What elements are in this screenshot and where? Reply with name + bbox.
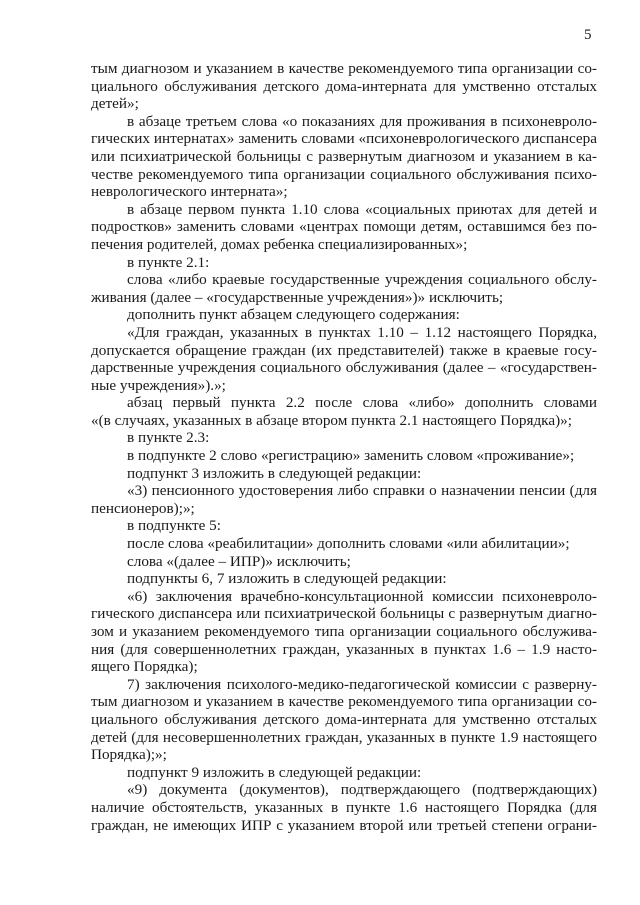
text-line: допускается обращение граждан (их представителей) также в краевые госу- [91, 341, 597, 359]
text-line: в подпункте 5: [127, 517, 221, 535]
page-number: 5 [584, 27, 592, 43]
text-line: детей»; [91, 95, 139, 113]
text-line: «9) документа (документов), подтверждающего (подтверждающих) [127, 781, 597, 799]
text-line: детей (для несовершеннолетних граждан, указанных в пункте 1.9 настоящего [91, 728, 597, 746]
text-line: пенсионеров);»; [91, 499, 195, 517]
text-line: дарственные учреждения социального обслуживания (далее – «государствен- [91, 359, 597, 377]
text-line: подпункт 9 изложить в следующей редакции: [127, 763, 422, 781]
text-line: в абзаце третьем слова «о показаниях для проживания в психоневроло- [127, 112, 597, 130]
text-line: подростков» заменить словами «центрах помощи детям, оставшимся без по- [91, 218, 597, 236]
text-line: «3) пенсионного удостоверения либо справки о назначении пенсии (для [127, 482, 597, 500]
text-line: Порядка);»; [91, 746, 167, 764]
text-line: тым диагнозом и указанием в качестве рекомендуемого типа организации со- [91, 60, 597, 77]
text-line: слова «(далее – ИПР)» исключить; [127, 552, 351, 570]
text-line: неврологического интерната»; [91, 183, 288, 201]
text-line: в пункте 2.1: [127, 253, 210, 271]
text-line: тым диагнозом и указанием в качестве рекомендуемого типа организации со- [91, 693, 597, 711]
text-line: слова «либо краевые государственные учреждения социального обслу- [127, 271, 597, 289]
text-line: или психиатрической больницы с развернутым диагнозом и указанием в ка- [91, 147, 597, 165]
text-line: гических интернатах» заменить словами «психоневрологического диспансера [91, 130, 597, 148]
text-line: живания (далее – «государственные учреждения»)» исключить; [91, 288, 504, 306]
text-line: честве рекомендуемого типа организации социального обслуживания психо- [91, 165, 597, 183]
text-line: ния (для совершеннолетних граждан, указанных в пунктах 1.6 – 1.9 насто- [91, 640, 597, 658]
text-line: циального обслуживания детского дома-интерната для умственно отсталых [91, 710, 597, 728]
text-line: «6) заключения врачебно-консультационной комиссии психоневроло- [127, 587, 597, 605]
text-line: в пункте 2.3: [127, 429, 210, 447]
text-line: «(в случаях, указанных в абзаце втором пункта 2.1 настоящего Порядка)»; [91, 411, 572, 429]
text-line: гического диспансера или психиатрической больницы с развернутым диагно- [91, 605, 597, 623]
text-line: в подпункте 2 слово «регистрацию» заменить словом «проживание»; [127, 447, 575, 465]
text-line: абзац первый пункта 2.2 после слова «либо» дополнить словами [127, 394, 597, 412]
text-line: подпункт 3 изложить в следующей редакции: [127, 464, 422, 482]
text-line: в абзаце первом пункта 1.10 слова «социальных приютах для детей и [127, 200, 597, 218]
text-line: дополнить пункт абзацем следующего содержания: [127, 306, 460, 324]
text-line: граждан, не имеющих ИПР с указанием второй или третьей степени ограни- [91, 816, 597, 834]
document-body [91, 60, 597, 834]
text-line: циального обслуживания детского дома-интерната для умственно отсталых [91, 77, 597, 95]
text-line: 7) заключения психолого-медико-педагогической комиссии с разверну- [127, 675, 597, 693]
text-line: наличие обстоятельств, указанных в пункте 1.6 настоящего Порядка (для [91, 798, 597, 816]
text-line: «Для граждан, указанных в пунктах 1.10 – 1.12 настоящего Порядка, [127, 323, 597, 341]
text-line: ные учреждения»).»; [91, 376, 226, 394]
text-line: ящего Порядка); [91, 658, 198, 676]
text-line: зом и указанием рекомендуемого типа организации социального обслужива- [91, 623, 597, 640]
text-line: печения родителей, домах ребенка специализированных»; [91, 235, 468, 253]
text-line: подпункты 6, 7 изложить в следующей редакции: [127, 570, 447, 588]
text-line: после слова «реабилитации» дополнить словами «или абилитации»; [127, 535, 570, 553]
